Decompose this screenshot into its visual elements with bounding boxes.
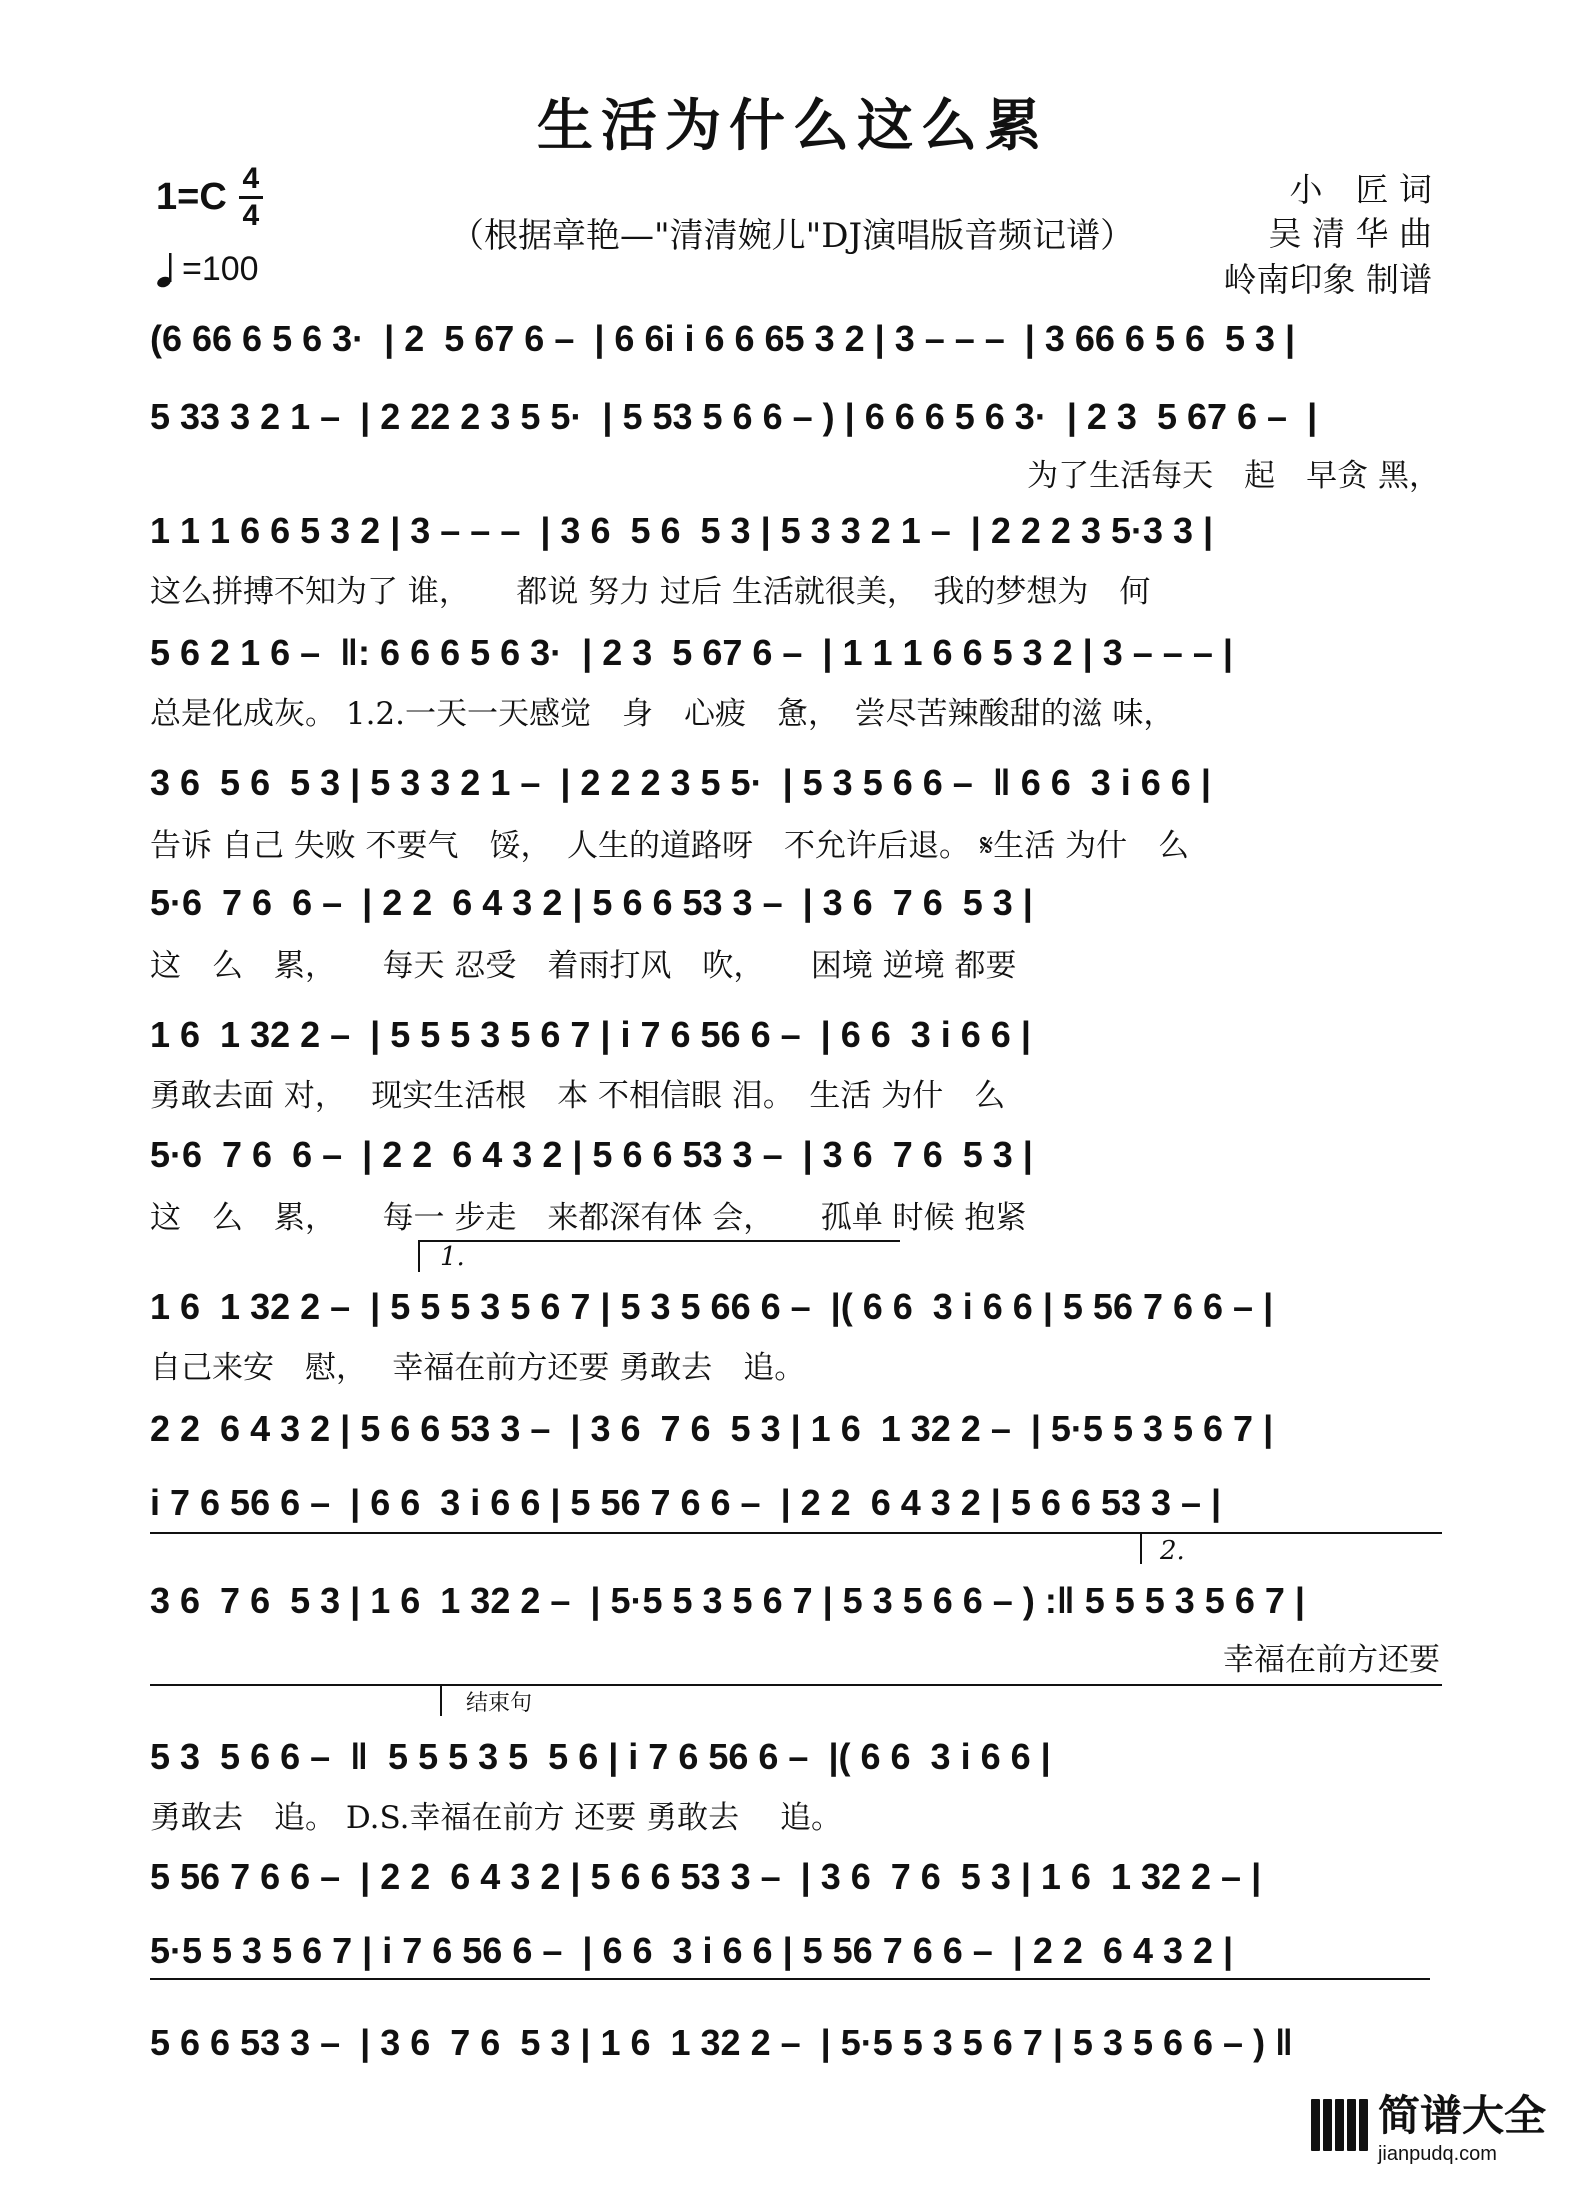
lyricist-credit: 小 匠 词 [1289,170,1432,209]
tempo-marking [156,250,259,289]
tempo-value: =100 [182,250,259,288]
notation-row: 1 1 1 6 6 5 3 2 | 3 – – – | 3 6 5 6 5 3 | 5 3 3 2 1 – | 2 2 2 3 5·3 3 | [150,510,1214,551]
quarter-note-icon [156,251,178,289]
volta-1-label: 1. [440,1242,465,1272]
notation-row: 5 56 7 6 6 – | 2 2 6 4 3 2 | 5 6 6 53 3 – | 3 6 7 6 5 3 | 1 6 1 32 2 – | [150,1856,1262,1897]
lyric-line: 幸福在前方还要 [1223,1642,1440,1678]
notation-row: i 7 6 56 6 – | 6 6 3 i 6 6 | 5 56 7 6 6 – | 2 2 6 4 3 2 | 5 6 6 53 3 – | [150,1482,1222,1523]
notation-row: 1 6 1 32 2 – | 5 5 5 3 5 6 7 | i 7 6 56 6 – | 6 6 3 i 6 6 | [150,1014,1031,1055]
logo-url: jianpudq.com [1377,2143,1497,2165]
lyric-line: 这么拼搏不知为了 谁， 都说 努力 过后 生活就很美， 我的梦想为 何 [150,574,1151,610]
arranger-credit: 岭南印象 制谱 [1223,260,1432,299]
notation-row: 3 6 5 6 5 3 | 5 3 3 2 1 – | 2 2 2 3 5 5· | 5 3 5 6 6 – ‖ 6 6 3 i 6 6 | [150,762,1211,803]
first-ending-line [150,1532,1140,1534]
volta-2-label: 2. [1160,1536,1185,1566]
volta-bracket-2 [1140,1532,1442,1564]
lyric-line: 勇敢去 追。 D.S.幸福在前方 还要 勇敢去 追。 [150,1800,843,1836]
lyric-line: 为了生活每天 起 早贪 黑， [1027,458,1440,494]
time-signature [239,164,263,231]
page-title: 生活为什么这么累 [537,94,1049,159]
notation-row: (6 66 6 5 6 3· | 2 5 67 6 – | 6 6i i 6 6 65 3 2 | 3 – – – | 3 66 6 5 6 5 3 | [150,318,1296,359]
notation-row: 2 2 6 4 3 2 | 5 6 6 53 3 – | 3 6 7 6 5 3 | 1 6 1 32 2 – | 5·5 5 3 5 6 7 | [150,1408,1274,1449]
subtitle: （根据章艳—"清清婉儿"DJ演唱版音频记谱） [450,216,1135,256]
lyric-line: 这 么 累， 每天 忍受 着雨打风 吹， 困境 逆境 都要 [150,948,1017,984]
lyric-line: 这 么 累， 每一 步走 来都深有体 会， 孤单 时候 抱紧 [150,1200,1027,1236]
outro-line [150,1978,1430,1980]
lyric-line: 自己来安 慰， 幸福在前方还要 勇敢去 追。 [150,1350,806,1386]
logo-name: 简谱大全 [1377,2091,1546,2140]
notation-row: 5·6 7 6 6 – | 2 2 6 4 3 2 | 5 6 6 53 3 – | 3 6 7 6 5 3 | [150,1134,1033,1175]
time-top: 4 [242,162,260,195]
notation-row: 1 6 1 32 2 – | 5 5 5 3 5 6 7 | 5 3 5 66 6 – |( 6 6 3 i 6 6 | 5 56 7 6 6 – | [150,1286,1274,1327]
notation-row: 5 6 2 1 6 – ‖: 6 6 6 5 6 3· | 2 3 5 67 6 – | 1 1 1 6 6 5 3 2 | 3 – – – | [150,632,1233,673]
second-ending-line [150,1684,440,1686]
notation-row: 5·5 5 3 5 6 7 | i 7 6 56 6 – | 6 6 3 i 6 6 | 5 56 7 6 6 – | 2 2 6 4 3 2 | [150,1930,1234,1971]
lyric-line: 总是化成灰。 1.2.一天一天感觉 身 心疲 惫， 尝尽苦辣酸甜的滋 味， [150,696,1175,732]
composer-credit: 吴 清 华 曲 [1268,214,1432,253]
ending-label: 结束句 [466,1691,533,1716]
key-signature [156,164,263,231]
key-label: 1=C [156,176,227,218]
notation-row: 5 3 5 6 6 – ‖ 5 5 5 3 5 5 6 | i 7 6 56 6 – |( 6 6 3 i 6 6 | [150,1736,1051,1777]
ending-bracket [440,1684,1442,1716]
notation-row: 5 33 3 2 1 – | 2 22 2 3 5 5· | 5 53 5 6 6 – ) | 6 6 6 5 6 3· | 2 3 5 67 6 – | [150,396,1318,437]
piano-keys-icon [1311,2099,1368,2151]
notation-row: 5·6 7 6 6 – | 2 2 6 4 3 2 | 5 6 6 53 3 – | 3 6 7 6 5 3 | [150,882,1033,923]
notation-row: 5 6 6 53 3 – | 3 6 7 6 5 3 | 1 6 1 32 2 – | 5·5 5 3 5 6 7 | 5 3 5 6 6 – ) ‖ [150,2022,1293,2063]
notation-row: 3 6 7 6 5 3 | 1 6 1 32 2 – | 5·5 5 3 5 6 7 | 5 3 5 6 6 – ) :‖ 5 5 5 3 5 6 7 | [150,1580,1305,1621]
volta-bracket-1 [418,1240,900,1272]
lyric-line: 告诉 自己 失败 不要气 馁， 人生的道路呀 不允许后退。 𝄋生活 为什 么 [150,828,1190,864]
lyric-line: 勇敢去面 对， 现实生活根 本 不相信眼 泪。 生活 为什 么 [150,1078,1006,1114]
time-bottom: 4 [242,199,260,232]
site-logo [1311,2083,1546,2166]
